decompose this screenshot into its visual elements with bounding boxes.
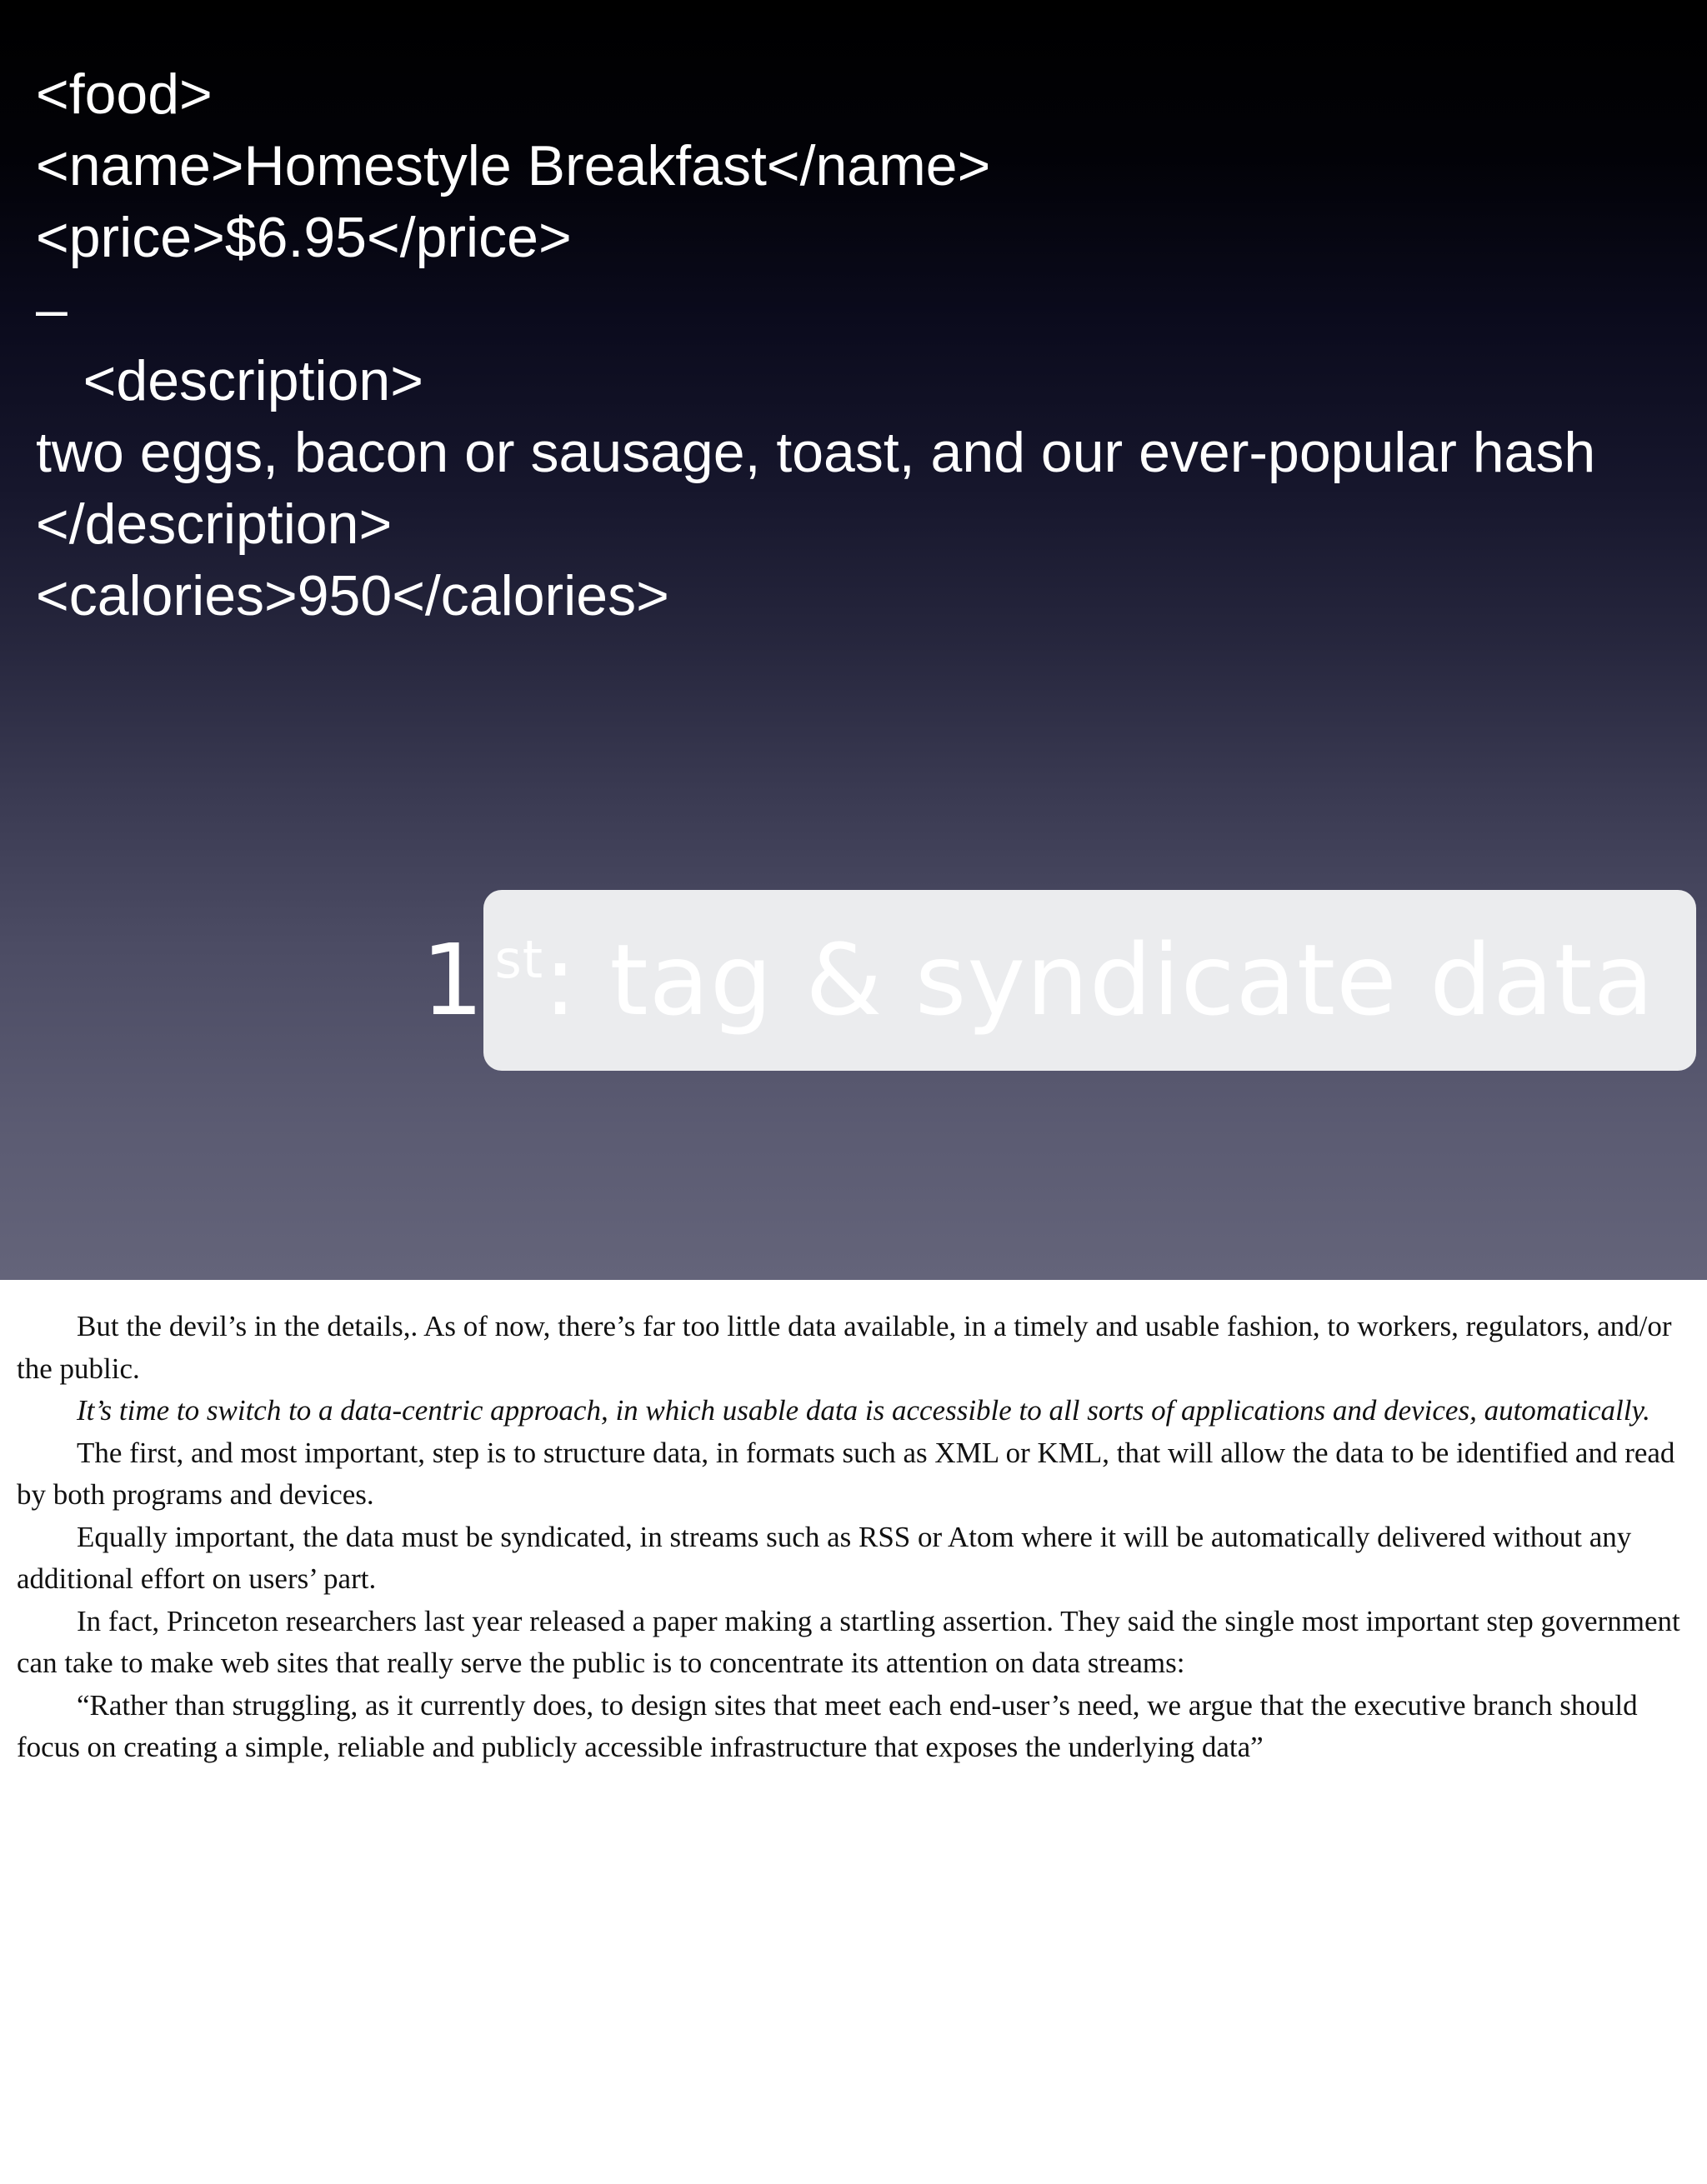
speaker-notes bbox=[17, 1306, 1692, 1769]
code-line: </description> bbox=[36, 492, 393, 556]
slide-caption bbox=[421, 890, 1654, 1071]
code-line: <description> bbox=[36, 349, 423, 412]
notes-paragraph: The first, and most important, step is to structure data, in formats such as XML or KML, that will allow the data to be identified and read by both programs and devices. bbox=[17, 1436, 1675, 1511]
xml-code-block bbox=[36, 58, 1595, 632]
notes-paragraph: “Rather than struggling, as it currently does, to design sites that meet each end-user’s need, we argue that the executive branch should focus on creating a simple, reliable and publicly accessible infrastructure that exposes the underlying data” bbox=[17, 1688, 1638, 1763]
caption-ordinal: 1 bbox=[421, 922, 485, 1037]
code-line: <name>Homestyle Breakfast</name> bbox=[36, 134, 991, 197]
code-line: <calories>950</calories> bbox=[36, 564, 669, 627]
code-line: – bbox=[36, 277, 68, 341]
notes-paragraph: In fact, Princeton researchers last year released a paper making a startling assertion. They said the single most important step government can take to make web sites that really serve the public is to concentrate its attention on data streams: bbox=[17, 1604, 1680, 1679]
code-line: two eggs, bacon or sausage, toast, and our ever-popular hash bbox=[36, 421, 1596, 484]
notes-paragraph: Equally important, the data must be syndicated, in streams such as RSS or Atom where it will be automatically delivered without any additional effort on users’ part. bbox=[17, 1520, 1632, 1595]
code-line: <food> bbox=[36, 62, 213, 126]
code-line: <price>$6.95</price> bbox=[36, 206, 572, 269]
notes-paragraph: It’s time to switch to a data-centric approach, in which usable data is accessible to all sorts of applications and devices, automatically. bbox=[77, 1394, 1650, 1427]
caption-ordinal-suffix: st bbox=[494, 929, 544, 990]
notes-paragraph: But the devil’s in the details,. As of now, there’s far too little data available, in a timely and usable fashion, to workers, regulators, and/or the public. bbox=[17, 1310, 1672, 1385]
caption-text: : tag & syndicate data bbox=[543, 922, 1654, 1037]
caption-box bbox=[421, 890, 1696, 1071]
